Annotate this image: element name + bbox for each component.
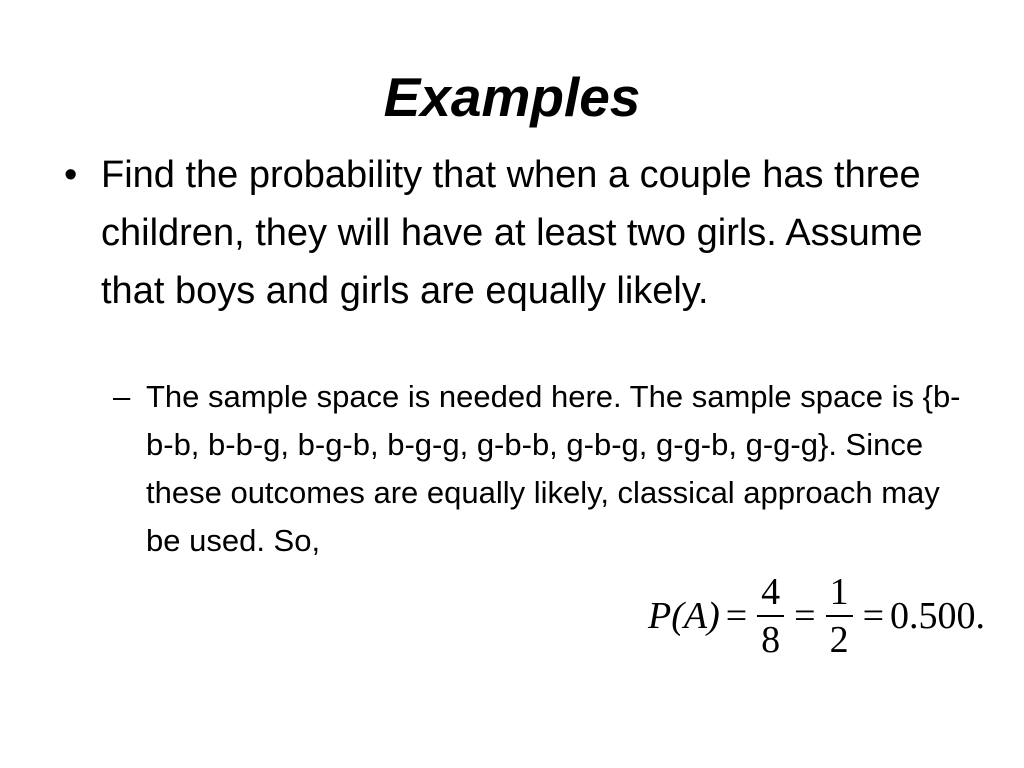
formula-equals-3: = [862, 595, 885, 637]
fraction-one-half [826, 572, 853, 660]
bullet-item [64, 146, 944, 320]
sub-bullet-text: The sample space is needed here. The sample space is {b-b-b, b-b-g, b-g-b, b-g-g, g-b-b, g-b-g, g-g-b, g-g-g}. Since these outcomes are equally likely, classical approach may be used. So, [146, 379, 961, 558]
fraction-bar [757, 615, 784, 617]
probability-formula [648, 568, 985, 664]
fraction-numerator: 1 [829, 571, 849, 613]
fraction-numerator: 4 [761, 571, 781, 613]
formula-equals-1: = [725, 595, 748, 637]
fraction-denominator: 8 [761, 619, 781, 661]
sub-bullet-item [113, 373, 983, 565]
sub-bullet-marker: – [113, 379, 131, 414]
fraction-denominator: 2 [829, 619, 849, 661]
bullet-text: Find the probability that when a couple has three children, they will have at least two girls. Assume that boys and girls are equally likely. [101, 154, 923, 312]
formula-lhs: P(A) [648, 595, 720, 637]
formula-result: 0.500. [890, 595, 986, 637]
formula-equals-2: = [794, 595, 816, 637]
fraction-bar [826, 615, 853, 617]
bullet-marker: • [64, 154, 78, 196]
slide-title: Examples [383, 66, 641, 128]
fraction-four-eighths [757, 572, 784, 660]
